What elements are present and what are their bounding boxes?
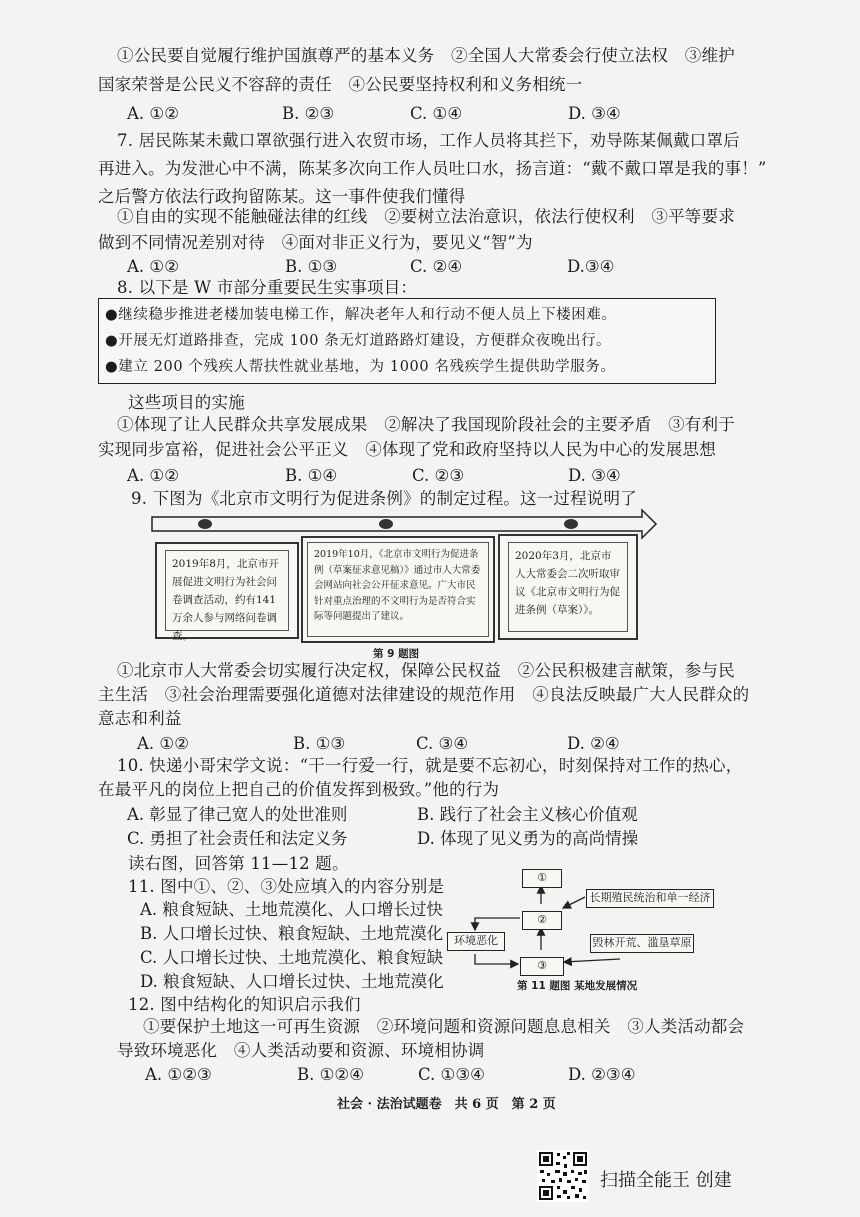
fig11-caption: 第 11 题图 某地发展情况 — [517, 980, 638, 992]
qr-code-icon — [537, 1150, 589, 1202]
fig11-box-1: ① — [522, 869, 562, 888]
q7-option-c: C. ②④ — [410, 257, 463, 276]
q8-lead: 这些项目的实施 — [128, 393, 245, 412]
q8-bullet-3: ●建立 200 个残疾人帮扶性就业基地，为 1000 名残疾学生提供助学服务。 — [105, 359, 616, 375]
q8-bullet-2: ●开展无灯道路排查，完成 100 条无灯道路路灯建设，方便群众夜晚出行。 — [105, 333, 612, 349]
q12-items-line2: 导致环境恶化 ④人类活动要和资源、环境相协调 — [117, 1041, 485, 1060]
q9-card-2019-aug: 2019年8月，北京市开展促进文明行为社会问卷调查活动，约有141万余人参与网络问卷调查。 — [155, 542, 299, 639]
q12-option-a: A. ①②③ — [145, 1065, 212, 1084]
q11-option-b: B. 人口增长过快、粮食短缺、土地荒漠化 — [140, 924, 444, 943]
q7-stem-line1: 7. 居民陈某未戴口罩欲强行进入农贸市场，工作人员将其拦下，劝导陈某佩戴口罩后 — [117, 131, 740, 150]
q7-items-line2: 做到不同情况差别对待 ④面对非正义行为，要见义“智”为 — [98, 233, 533, 252]
q6-items-line2: 国家荣誉是公民义不容辞的责任 ④公民要坚持权利和义务相统一 — [98, 75, 583, 94]
q8-items-line1: ①体现了让人民群众共享发展成果 ②解决了我国现阶段社会的主要矛盾 ③有利于 — [117, 415, 735, 434]
q9-card-2020-mar: 2020年3月，北京市人大常委会二次听取审议《北京市文明行为促进条例（草案）》。 — [498, 534, 638, 640]
q9-items-line2: 主生活 ③社会治理需要强化道德对法律建设的规范作用 ④良法反映最广大人民群众的 — [98, 685, 750, 704]
fig11-box-cause: 长期殖民统治和单一经济 — [586, 889, 714, 908]
q8-option-d: D. ③④ — [568, 466, 621, 485]
q11-option-c: C. 人口增长过快、土地荒漠化、粮食短缺 — [140, 948, 444, 967]
q8-option-c: C. ②③ — [412, 466, 465, 485]
q11-stem: 11. 图中①、②、③处应填入的内容分别是 — [128, 877, 445, 896]
q6-option-d: D. ③④ — [568, 104, 621, 123]
fig11-box-deforestation: 毁林开荒、滥垦草原 — [590, 934, 694, 953]
q8-stem: 8. 以下是 W 市部分重要民生实事项目： — [117, 278, 418, 297]
q10-option-d: D. 体现了见义勇为的高尚情操 — [417, 829, 639, 848]
q7-option-a: A. ①② — [127, 257, 179, 276]
q10-stem-line2: 在最平凡的岗位上把自己的价值发挥到极致。”他的行为 — [98, 780, 500, 799]
q11-option-d: D. 粮食短缺、人口增长过快、土地荒漠化 — [140, 972, 444, 991]
q10-stem-line1: 10. 快递小哥宋学文说：“干一行爱一行，就是要不忘初心，时刻保持对工作的热心， — [117, 756, 743, 775]
q12-option-d: D. ②③④ — [568, 1065, 636, 1084]
q11-option-a: A. 粮食短缺、土地荒漠化、人口增长过快 — [140, 900, 443, 919]
q11-figure-connectors — [440, 862, 730, 982]
q8-option-a: A. ①② — [127, 466, 179, 485]
fig11-box-2: ② — [522, 911, 562, 930]
q9-option-c: C. ③④ — [416, 734, 469, 753]
q8-items-line2: 实现同步富裕，促进社会公平正义 ④体现了党和政府坚持以人民为中心的发展思想 — [98, 440, 716, 459]
q8-project-box — [98, 298, 716, 384]
q7-option-d: D.③④ — [567, 257, 615, 276]
q7-items-line1: ①自由的实现不能触碰法律的红线 ②要树立法治意识，依法行使权利 ③平等要求 — [117, 207, 735, 226]
q9-items-line1: ①北京市人大常委会切实履行决定权，保障公民权益 ②公民积极建言献策，参与民 — [117, 661, 735, 680]
page-footer: 社会 · 法治试题卷 共 6 页 第 2 页 — [337, 1097, 556, 1112]
timeline-dot-1 — [198, 519, 212, 529]
scanner-watermark: 扫描全能王 创建 — [600, 1170, 732, 1191]
q10-option-c: C. 勇担了社会责任和法定义务 — [127, 829, 348, 848]
q6-option-c: C. ①④ — [410, 104, 463, 123]
timeline-dot-3 — [564, 519, 578, 529]
read-instruction: 读右图，回答第 11—12 题。 — [128, 854, 349, 873]
q10-option-b: B. 践行了社会主义核心价值观 — [417, 805, 638, 824]
q8-option-b: B. ①④ — [285, 466, 338, 485]
q9-figure-caption: 第 9 题图 — [373, 648, 420, 660]
fig11-box-3: ③ — [520, 957, 564, 976]
fig11-box-environment: 环境恶化 — [447, 932, 505, 951]
q9-option-d: D. ②④ — [567, 734, 620, 753]
q9-items-line3: 意志和利益 — [98, 709, 182, 728]
q12-option-c: C. ①③④ — [418, 1065, 485, 1084]
q9-option-b: B. ①③ — [293, 734, 346, 753]
q7-stem-line2: 再进入。为发泄心中不满，陈某多次向工作人员吐口水，扬言道：“戴不戴口罩是我的事！” — [98, 159, 767, 178]
q9-option-a: A. ①② — [137, 734, 189, 753]
q9-stem: 9. 下图为《北京市文明行为促进条例》的制定过程。这一过程说明了 — [131, 489, 637, 508]
q10-option-a: A. 彰显了律己宽人的处世准则 — [127, 805, 348, 824]
timeline-dot-2 — [379, 519, 393, 529]
q7-stem-line3: 之后警方依法行政拘留陈某。这一事件使我们懂得 — [98, 187, 466, 206]
q12-stem: 12. 图中结构化的知识启示我们 — [128, 995, 361, 1014]
q6-option-a: A. ①② — [127, 104, 179, 123]
q6-items-line1: ①公民要自觉履行维护国旗尊严的基本义务 ②全国人大常委会行使立法权 ③维护 — [117, 46, 735, 65]
q9-card-2019-oct: 2019年10月，《北京市文明行为促进条例（草案征求意见稿）》通过市人大常委会网站向社会公开征求意见。广大市民针对重点治理的不文明行为是否符合实际等问题提出了建议。 — [301, 536, 495, 643]
q7-option-b: B. ①③ — [285, 257, 338, 276]
q12-items-line1: ①要保护土地这一可再生资源 ②环境问题和资源问题息息相关 ③人类活动都会 — [143, 1017, 745, 1036]
q12-option-b: B. ①②④ — [297, 1065, 364, 1084]
q8-bullet-1: ●继续稳步推进老楼加装电梯工作，解决老年人和行动不便人员上下楼困难。 — [105, 307, 617, 323]
q6-option-b: B. ②③ — [282, 104, 335, 123]
